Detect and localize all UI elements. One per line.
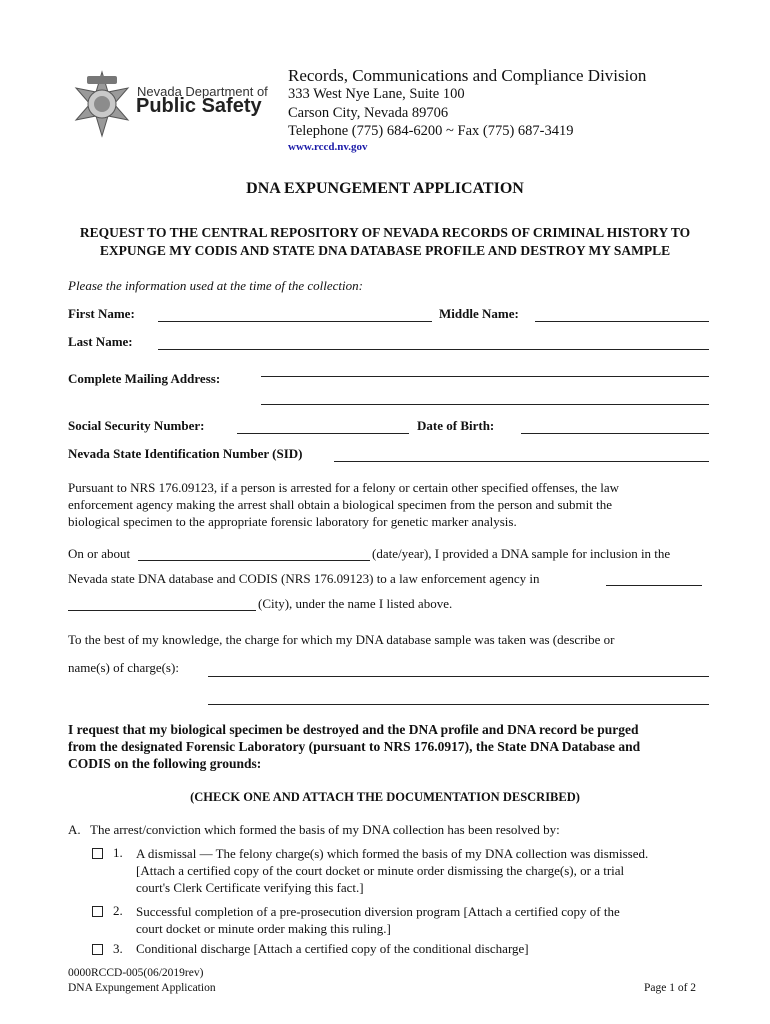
charge-field-1[interactable] [208,676,709,677]
instructions: Please the information used at the time of the collection: [68,278,363,293]
option-2-text [136,903,620,937]
request-bold-line3: CODIS on the following grounds: [68,756,262,771]
website-link[interactable]: www.rccd.nv.gov [288,141,368,153]
section-a-text: The arrest/conviction which formed the basis of my DNA collection has been resolved by: [90,822,560,837]
charge-field-2[interactable] [208,704,709,705]
mailing-address-field-1[interactable] [261,376,709,377]
page-title: DNA EXPUNGEMENT APPLICATION [246,180,524,197]
phone-fax: Telephone (775) 684-6200 ~ Fax (775) 687-3419 [288,123,574,139]
date-year-text: (date/year), I provided a DNA sample for inclusion in the [372,546,671,561]
check-instruction: (CHECK ONE AND ATTACH THE DOCUMENTATION DESCRIBED) [190,790,580,804]
form-name: DNA Expungement Application [68,982,216,994]
city-field[interactable] [68,610,256,611]
mailing-address-label: Complete Mailing Address: [68,371,221,386]
sid-field[interactable] [334,461,709,462]
option-2-line1: Successful completion of a pre-prosecution diversion program [Attach a certified copy of the [136,904,620,919]
request-heading-line1: REQUEST TO THE CENTRAL REPOSITORY OF NEVADA RECORDS OF CRIMINAL HISTORY TO [79,225,691,240]
dept-name-line1: Nevada Department of [137,84,268,99]
division-name: Records, Communications and Compliance Division [288,66,647,85]
middle-name-field[interactable] [535,321,709,322]
sid-label: Nevada State Identification Number (SID) [68,446,303,461]
option-1-checkbox[interactable] [92,848,103,859]
last-name-label: Last Name: [68,334,133,349]
pursuant-line2: enforcement agency making the arrest shall obtain a biological specimen from the person and submit the [68,497,613,512]
option-1-line1: A dismissal — The felony charge(s) which formed the basis of my DNA collection was dismissed. [136,846,649,861]
option-2-checkbox[interactable] [92,906,103,917]
option-1-line3: court's Clerk Certificate verifying this fact.] [136,880,364,895]
request-heading-line2: EXPUNGE MY CODIS AND STATE DNA DATABASE PROFILE AND DESTROY MY SAMPLE [99,243,671,258]
ssn-field[interactable] [237,433,409,434]
request-heading [60,224,710,260]
first-name-field[interactable] [158,321,432,322]
option-1-line2: [Attach a certified copy of the court docket or minute order dismissing the charge(s), or a trial [136,863,625,878]
pursuant-line3: biological specimen to the appropriate forensic laboratory for genetic marker analysis. [68,514,517,529]
address-line2: Carson City, Nevada 89706 [288,105,449,121]
agency-field[interactable] [606,585,702,586]
option-3-number: 3. [113,941,123,956]
first-name-label: First Name: [68,306,135,321]
request-paragraph [68,721,702,772]
option-3-checkbox[interactable] [92,944,103,955]
charge-label: name(s) of charge(s): [68,660,179,675]
ssn-label: Social Security Number: [68,418,205,433]
option-1-number: 1. [113,845,123,860]
nevada-state-text: Nevada state DNA database and CODIS (NRS 176.09123) to a law enforcement agency in [68,571,540,586]
date-year-field[interactable] [138,560,370,561]
dept-name-line2: Public Safety [136,95,262,117]
address-line1: 333 West Nye Lane, Suite 100 [288,86,465,102]
option-3-line1: Conditional discharge [Attach a certified copy of the conditional discharge] [136,941,529,956]
option-2-line2: court docket or minute order making this ruling.] [136,921,391,936]
middle-name-label: Middle Name: [439,306,519,321]
on-or-about-label: On or about [68,546,131,561]
nevada-dps-seal-icon [70,70,134,140]
charge-text: To the best of my knowledge, the charge for which my DNA database sample was taken was (describe or [68,632,615,647]
pursuant-line1: Pursuant to NRS 176.09123, if a person is arrested for a felony or certain other specified offenses, the law [68,480,620,495]
pursuant-paragraph [68,479,702,530]
city-text: (City), under the name I listed above. [258,596,453,611]
option-1-text [136,845,648,896]
request-bold-line2: from the designated Forensic Laboratory (pursuant to NRS 176.0917), the State DNA Database and [68,739,641,754]
page-number: Page 1 of 2 [644,982,697,994]
option-2-number: 2. [113,903,123,918]
section-a-label: A. [68,822,81,837]
last-name-field[interactable] [158,349,709,350]
form-code: 0000RCCD-005(06/2019rev) [68,967,204,979]
request-bold-line1: I request that my biological specimen be destroyed and the DNA profile and DNA record be purged [68,722,639,737]
dob-field[interactable] [521,433,709,434]
dob-label: Date of Birth: [417,418,495,433]
mailing-address-field-2[interactable] [261,404,709,405]
